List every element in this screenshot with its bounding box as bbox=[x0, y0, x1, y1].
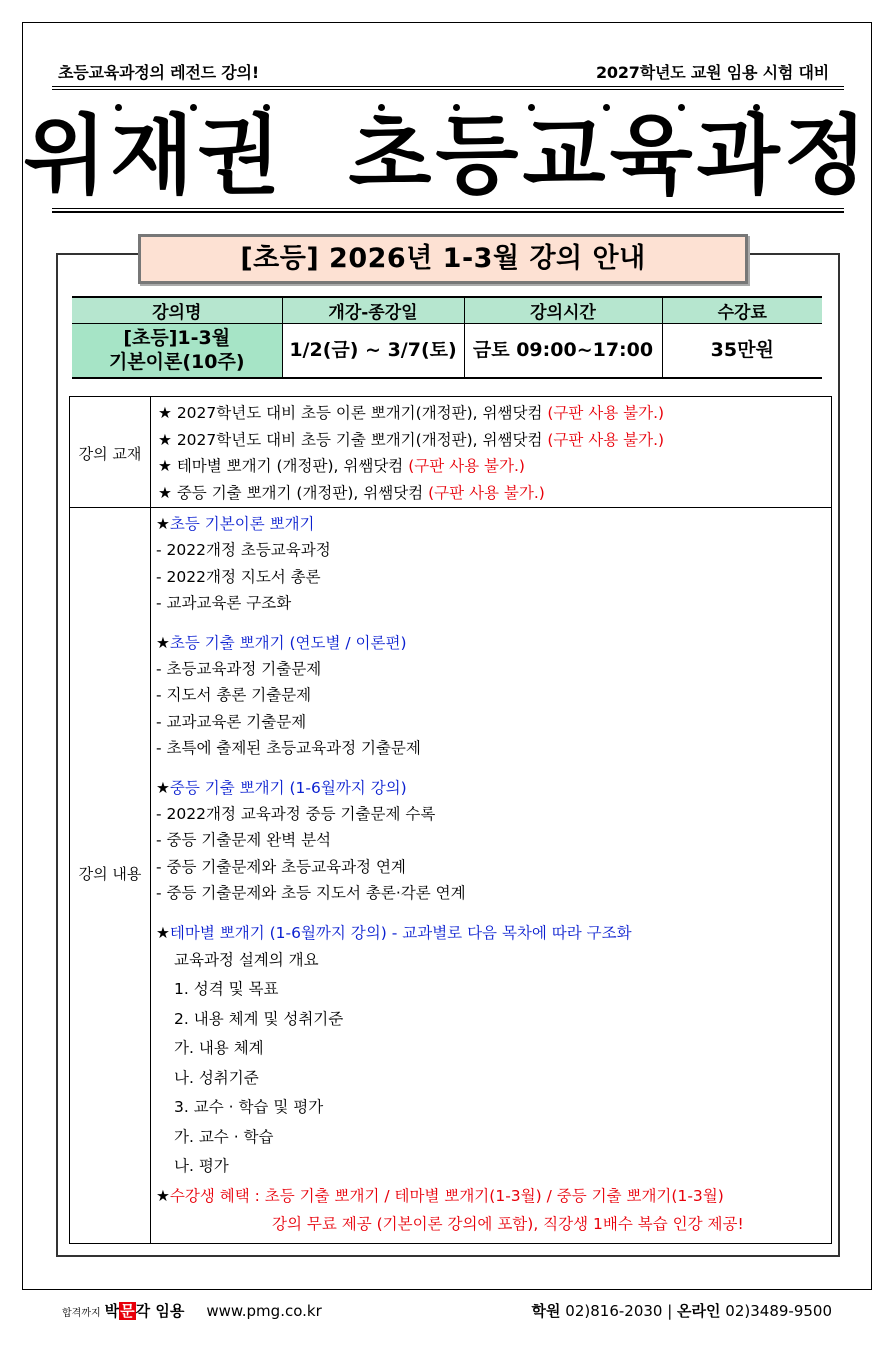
list-item: - 중등 기출문제와 초등교육과정 연계 bbox=[156, 857, 406, 876]
course-time: 금토 09:00~17:00 bbox=[464, 324, 662, 378]
textbook-item: ★ 중등 기출 뽀개기 (개정판), 위쌤닷컴 (구판 사용 불가.) bbox=[158, 483, 545, 502]
list-item: - 2022개정 교육과정 중등 기출문제 수록 bbox=[156, 804, 436, 823]
content-list bbox=[156, 511, 828, 1238]
list-item: 2. 내용 체계 및 성취기준 bbox=[174, 1009, 344, 1028]
textbook-list bbox=[158, 400, 828, 506]
top-rule bbox=[52, 86, 844, 90]
list-item: - 교과교육론 구조화 bbox=[156, 594, 292, 612]
footer-contact bbox=[532, 1300, 832, 1321]
list-item: - 초특에 출제된 초등교육과정 기출문제 bbox=[156, 739, 421, 757]
course-info-table bbox=[72, 296, 822, 379]
benefit-line-2: 강의 무료 제공 (기본이론 강의에 포함), 직강생 1배수 복습 인강 제공! bbox=[272, 1214, 744, 1233]
list-item: - 2022개정 초등교육과정 bbox=[156, 541, 331, 559]
section-title: ★초등 기본이론 뽀개기 bbox=[156, 515, 315, 533]
course-fee: 35만원 bbox=[662, 324, 822, 378]
course-dates: 1/2(금) ~ 3/7(토) bbox=[282, 324, 464, 378]
exam-label: 2027학년도 교원 임용 시험 대비 bbox=[595, 63, 829, 82]
list-item: - 초등교육과정 기출문제 bbox=[156, 659, 322, 678]
footer-url[interactable]: www.pmg.co.kr bbox=[206, 1302, 322, 1320]
brand-prefix: 합격까지 bbox=[62, 1308, 101, 1319]
list-item: 가. 내용 체계 bbox=[174, 1039, 264, 1057]
brand-logo: 박문각 임용 bbox=[104, 1302, 185, 1320]
academy-phone: 02)816-2030 | bbox=[560, 1302, 678, 1320]
list-item: - 지도서 총론 기출문제 bbox=[156, 686, 312, 704]
list-item: 교육과정 설계의 개요 bbox=[174, 950, 319, 969]
list-item: 나. 평가 bbox=[174, 1157, 229, 1175]
tagline: 초등교육과정의 레전드 강의! bbox=[58, 63, 259, 82]
header-dates: 개강-종강일 bbox=[282, 297, 464, 324]
list-item: 나. 성취기준 bbox=[174, 1068, 259, 1087]
list-item: - 중등 기출문제 완벽 분석 bbox=[156, 831, 332, 849]
list-item: 1. 성격 및 목표 bbox=[174, 980, 279, 998]
course-name-line1: [초등]1-3월 bbox=[123, 327, 231, 350]
section-title: ★중등 기출 뽀개기 (1-6월까지 강의) bbox=[156, 778, 407, 797]
list-item: - 중등 기출문제와 초등 지도서 총론·각론 연계 bbox=[156, 884, 466, 902]
header-fee: 수강료 bbox=[662, 297, 822, 324]
online-phone: 02)3489-9500 bbox=[720, 1302, 832, 1320]
header-time: 강의시간 bbox=[464, 297, 662, 324]
course-name-line2: 기본이론(10주) bbox=[108, 351, 245, 374]
title-rule bbox=[52, 208, 844, 213]
textbook-item: ★ 2027학년도 대비 초등 이론 뽀개기(개정판), 위쌤닷컴 (구판 사용 불가.) bbox=[158, 404, 665, 422]
course-name-cell bbox=[72, 324, 282, 378]
textbook-label: 강의 교재 bbox=[78, 445, 142, 463]
list-item: - 교과교육론 기출문제 bbox=[156, 712, 307, 731]
section-title: ★초등 기출 뽀개기 (연도별 / 이론편) bbox=[156, 633, 407, 652]
online-label: 온라인 bbox=[677, 1302, 721, 1320]
main-title: 위재권 초등교육과정 bbox=[23, 106, 871, 206]
header-course-name: 강의명 bbox=[72, 297, 282, 324]
details-table bbox=[69, 396, 832, 1244]
academy-label: 학원 bbox=[531, 1302, 561, 1320]
textbook-item: ★ 테마별 뽀개기 (개정판), 위쌤닷컴 (구판 사용 불가.) bbox=[158, 457, 525, 475]
textbook-item: ★ 2027학년도 대비 초등 기출 뽀개기(개정판), 위쌤닷컴 (구판 사용 불가.) bbox=[158, 430, 665, 449]
content-label: 강의 내용 bbox=[78, 865, 142, 883]
list-item: 가. 교수 · 학습 bbox=[174, 1127, 274, 1146]
benefit-line: ★수강생 혜택 : 초등 기출 뽀개기 / 테마별 뽀개기(1-3월) / 중등 기출 뽀개기(1-3월) bbox=[156, 1186, 724, 1205]
list-item: - 2022개정 지도서 총론 bbox=[156, 567, 321, 586]
section-title: ★테마별 뽀개기 (1-6월까지 강의) - 교과별로 다음 목차에 따라 구조화 bbox=[156, 923, 632, 942]
footer-brand bbox=[62, 1300, 322, 1321]
list-item: 3. 교수 · 학습 및 평가 bbox=[174, 1098, 324, 1116]
banner-title: [초등] 2026년 1-3월 강의 안내 bbox=[138, 234, 748, 284]
